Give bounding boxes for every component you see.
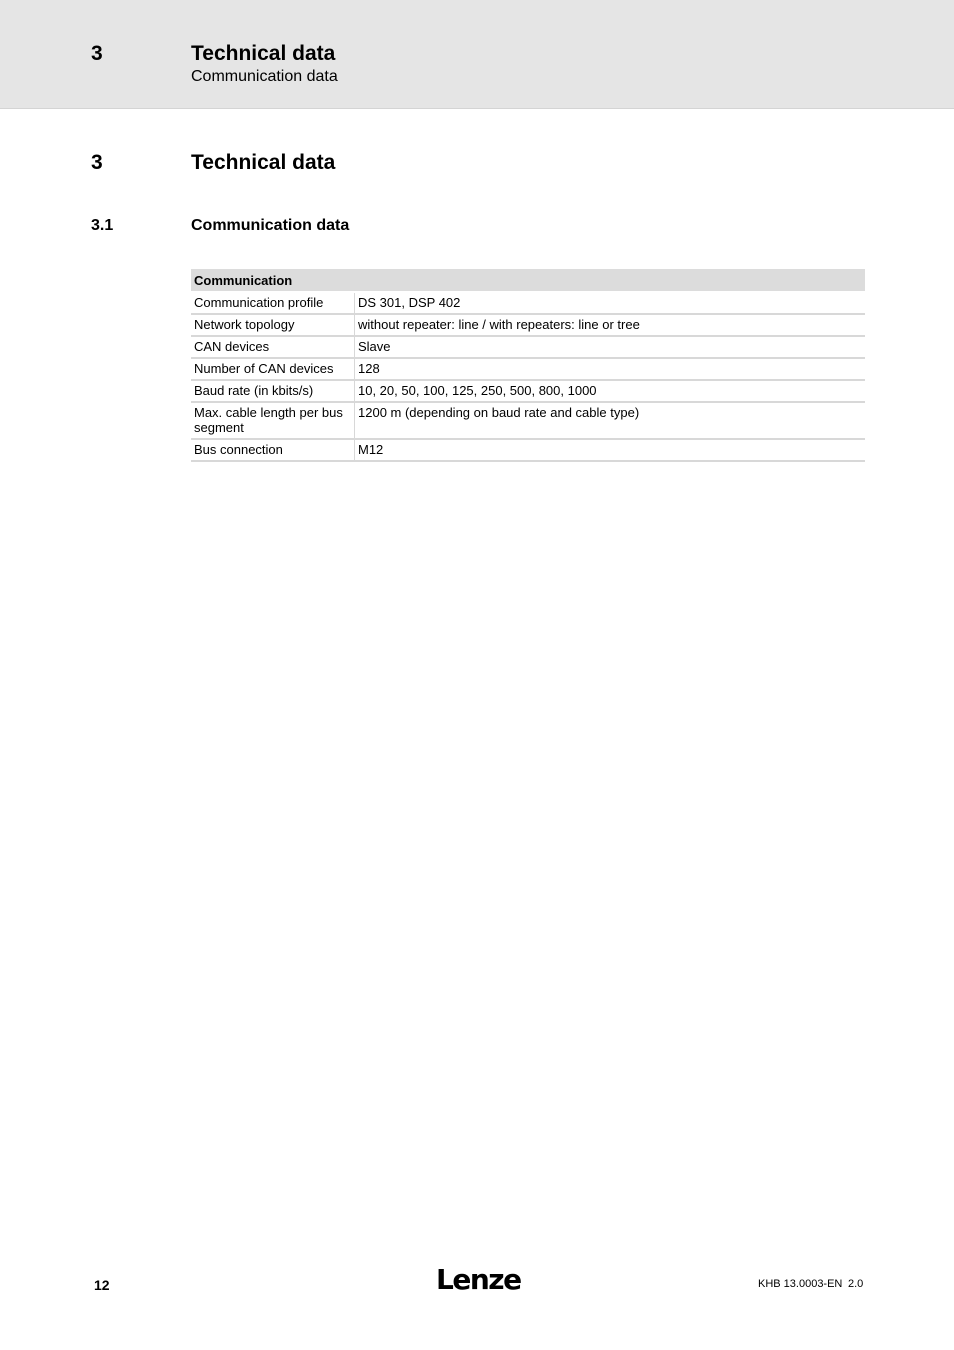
header-chapter-number: 3 xyxy=(91,42,103,65)
communication-data-table xyxy=(191,269,865,462)
document-id: KHB 13.0003-EN xyxy=(758,1278,843,1290)
row-label: Bus connection xyxy=(191,439,355,461)
table-row xyxy=(191,380,865,402)
row-value: 1200 m (depending on baud rate and cable type) xyxy=(355,402,866,439)
table-row xyxy=(191,439,865,461)
heading1-title: Technical data xyxy=(191,151,336,174)
table-row xyxy=(191,336,865,358)
table-header: Communication xyxy=(191,269,865,292)
table-header-row xyxy=(191,269,865,292)
row-label: Communication profile xyxy=(191,292,355,314)
heading1-number: 3 xyxy=(91,151,103,174)
table-row xyxy=(191,314,865,336)
row-value: 10, 20, 50, 100, 125, 250, 500, 800, 1000 xyxy=(355,380,866,402)
table-row xyxy=(191,292,865,314)
row-value: 128 xyxy=(355,358,866,380)
row-label: Network topology xyxy=(191,314,355,336)
header-chapter-title: Technical data xyxy=(191,42,336,65)
lenze-logo: Lenze xyxy=(436,1263,521,1296)
row-value: without repeater: line / with repeaters: line or tree xyxy=(355,314,866,336)
row-value: DS 301, DSP 402 xyxy=(355,292,866,314)
page-number: 12 xyxy=(94,1277,110,1293)
row-label: CAN devices xyxy=(191,336,355,358)
heading2-number: 3.1 xyxy=(91,217,114,234)
heading2-title: Communication data xyxy=(191,217,350,234)
row-value: M12 xyxy=(355,439,866,461)
row-label: Baud rate (in kbits/s) xyxy=(191,380,355,402)
header-section-title: Communication data xyxy=(191,68,338,85)
row-label: Max. cable length per bus segment xyxy=(191,402,355,439)
document-version: 2.0 xyxy=(848,1278,864,1290)
row-value: Slave xyxy=(355,336,866,358)
table-row xyxy=(191,358,865,380)
table-row xyxy=(191,402,865,439)
row-label: Number of CAN devices xyxy=(191,358,355,380)
running-header xyxy=(0,0,954,109)
